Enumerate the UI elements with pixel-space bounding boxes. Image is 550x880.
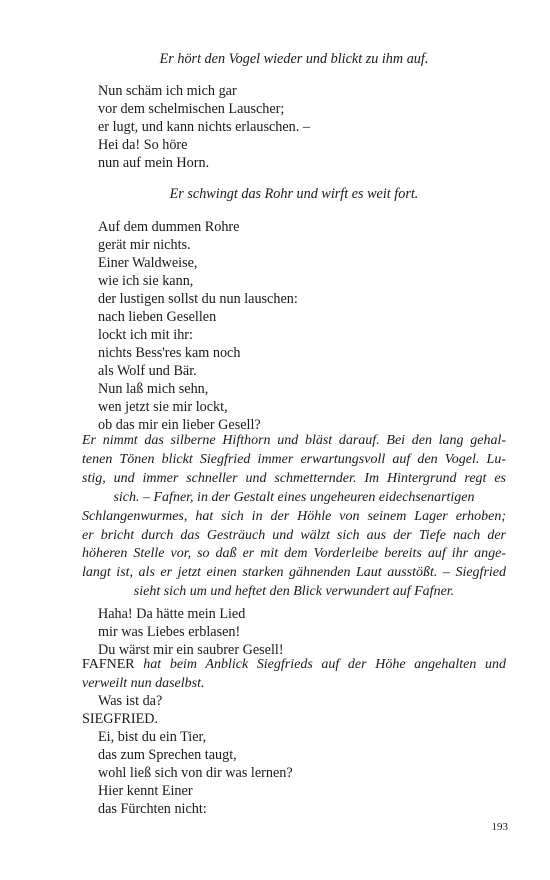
verse-line: nach lieben Gesellen xyxy=(98,309,217,325)
verse-line: Nun schäm ich mich gar xyxy=(98,83,237,99)
verse-line: nun auf mein Horn. xyxy=(98,155,210,171)
verse-line: der lustigen sollst du nun lauschen: xyxy=(98,291,298,307)
verse-line: mir was Liebes erblasen! xyxy=(98,624,241,640)
verse-line: wie ich sie kann, xyxy=(98,273,194,289)
verse-line: als Wolf und Bär. xyxy=(98,363,197,379)
verse-line: Haha! Da hätte mein Lied xyxy=(98,606,246,622)
stage-line: langt ist, als er jetzt einen starken gähnenden Laut ausstößt. – Siegfried xyxy=(82,565,506,581)
verse-line: das Fürchten nicht: xyxy=(98,801,207,817)
verse-line: lockt ich mit ihr: xyxy=(98,327,193,343)
verse-line: er lugt, und kann nichts erlauschen. – xyxy=(98,119,310,135)
verse-line: Nun laß mich sehn, xyxy=(98,381,209,397)
verse-line: wen jetzt sie mir lockt, xyxy=(98,399,228,415)
verse-line: das zum Sprechen taugt, xyxy=(98,747,237,763)
stage-text: hat beim Anblick Siegfrieds auf der Höhe angehalten und xyxy=(143,657,507,672)
stage-line xyxy=(82,656,506,675)
verse-line: nichts Bess'res kam noch xyxy=(98,345,241,361)
verse-line: Ei, bist du ein Tier, xyxy=(98,729,207,745)
verse-line: Auf dem dummen Rohre xyxy=(98,219,240,235)
stage-line: sieht sich um und heftet den Blick verwundert auf Fafner. xyxy=(133,584,455,600)
stage-line: stig, und immer schneller und schmetternder. Im Hintergrund regt es xyxy=(82,470,506,486)
stage-line: verweilt nun daselbst. xyxy=(82,675,205,691)
verse-line: vor dem schelmischen Lauscher; xyxy=(98,101,285,117)
page-number: 193 xyxy=(491,821,508,833)
stage-direction: Er schwingt das Rohr und wirft es weit fort. xyxy=(169,186,419,202)
stage-line: sich. – Fafner, in der Gestalt eines ungeheuren eidechsenartigen xyxy=(113,489,475,505)
stage-direction: Er hört den Vogel wieder und blickt zu ihm auf. xyxy=(159,51,429,67)
speaker-stage-direction xyxy=(82,656,506,693)
verse-line: ob das mir ein lieber Gesell? xyxy=(98,417,261,433)
verse-line: wohl ließ sich von dir was lernen? xyxy=(98,765,293,781)
stage-line: er bricht durch das Gesträuch und wälzt sich aus der Tiefe nach der xyxy=(82,527,506,543)
stage-line: Er nimmt das silberne Hifthorn und bläst darauf. Bei den lang gehal- xyxy=(82,433,506,448)
verse-line: Du wärst mir ein saubrer Gesell! xyxy=(98,642,284,658)
verse-line: Hei da! So höre xyxy=(98,137,188,153)
verse-line: Einer Waldweise, xyxy=(98,255,198,271)
verse-line: Was ist da? xyxy=(98,693,163,709)
stage-line: tenen Tönen blickt Siegfried immer erwartungsvoll auf den Vogel. Lu- xyxy=(82,451,506,467)
speaker-name: SIEGFRIED. xyxy=(82,711,159,727)
verse-line: Hier kennt Einer xyxy=(98,783,193,799)
stage-line: höheren Stelle vor, so daß er mit dem Vorderleibe bereits auf ihr ange- xyxy=(82,546,506,562)
stage-line: Schlangenwurmes, hat sich in der Höhle von seinem Lager erhoben; xyxy=(82,508,506,524)
stage-direction-paragraph xyxy=(82,432,506,602)
speaker-name: FAFNER xyxy=(82,657,135,672)
verse-line: gerät mir nichts. xyxy=(98,237,191,253)
